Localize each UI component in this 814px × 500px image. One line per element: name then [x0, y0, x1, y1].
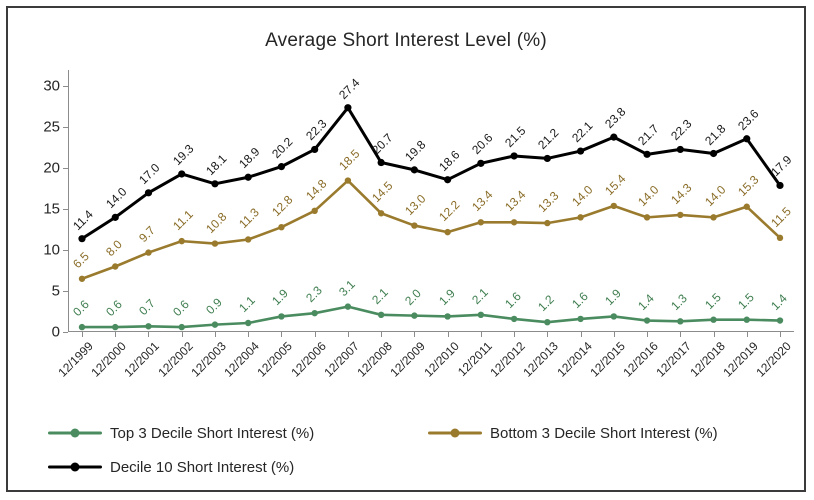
legend-row-2: [48, 450, 778, 484]
data-point: [511, 219, 517, 225]
data-point-label: 2.3: [302, 283, 325, 306]
data-point: [510, 152, 517, 159]
data-point-label: 12.2: [435, 197, 463, 225]
data-point: [378, 210, 384, 216]
data-point-label: 27.4: [335, 75, 363, 102]
data-point: [79, 324, 85, 330]
y-tick-label: 25: [43, 118, 60, 136]
data-point: [710, 150, 717, 157]
plot-area: [43, 70, 795, 380]
data-point: [212, 321, 218, 327]
data-point: [411, 222, 417, 228]
data-point: [112, 324, 118, 330]
data-point-label: 14.5: [369, 178, 396, 206]
data-point: [444, 176, 451, 183]
data-point-label: 14.0: [635, 182, 662, 210]
x-tick-mark: [614, 332, 615, 337]
data-point-label: 0.6: [169, 297, 192, 320]
data-point-label: 9.7: [136, 222, 159, 245]
x-tick-label: 12/2015: [587, 339, 628, 380]
chart-title: Average Short Interest Level (%): [265, 30, 547, 51]
data-point: [644, 214, 650, 220]
legend-item-decile10: [48, 450, 294, 484]
data-point: [178, 170, 185, 177]
x-tick-label: 12/2016: [620, 339, 661, 380]
data-point-label: 8.0: [103, 236, 126, 259]
data-point: [212, 240, 218, 246]
data-point: [643, 151, 650, 158]
data-point: [511, 316, 517, 322]
data-point: [345, 177, 351, 183]
data-point-label: 11.5: [768, 204, 794, 230]
data-point-label: 23.6: [734, 106, 762, 133]
data-point-label: 2.1: [369, 285, 391, 307]
data-point: [744, 317, 750, 323]
legend-key-top3: [48, 426, 102, 440]
y-tick-label: 30: [43, 77, 60, 95]
x-tick-mark: [381, 332, 382, 337]
data-point-label: 14.0: [103, 184, 130, 212]
data-point-label: 15.3: [734, 172, 762, 199]
data-point: [278, 163, 285, 170]
x-tick-label: 12/2006: [287, 339, 329, 380]
x-tick-label: 12/2008: [354, 339, 396, 380]
x-tick-label: 12/2012: [487, 339, 528, 380]
data-point: [744, 204, 750, 210]
x-tick-mark: [714, 332, 715, 337]
x-tick-label: 12/2005: [254, 339, 296, 380]
x-tick-label: 12/2014: [553, 339, 595, 380]
x-tick-mark: [315, 332, 316, 337]
data-point: [179, 238, 185, 244]
data-point: [145, 249, 151, 255]
data-point-label: 18.9: [236, 144, 263, 172]
data-point-label: 12.8: [269, 192, 296, 220]
data-point-label: 1.5: [701, 290, 724, 312]
x-tick-mark: [780, 332, 781, 337]
data-point-label: 14.3: [668, 180, 695, 207]
data-point: [776, 182, 783, 189]
x-tick-mark: [680, 332, 681, 337]
chart-legend: [48, 416, 778, 486]
x-tick-mark: [448, 332, 449, 337]
data-point-label: 0.6: [103, 297, 126, 320]
data-point: [544, 319, 550, 325]
x-tick-label: 12/2020: [753, 339, 794, 380]
data-point: [311, 310, 317, 316]
x-tick-mark: [248, 332, 249, 337]
legend-key-decile10: [48, 460, 102, 474]
data-point-label: 21.2: [535, 126, 562, 153]
data-point-label: 1.9: [601, 286, 624, 309]
y-tick-label: 5: [51, 282, 60, 300]
x-tick-label: 12/2003: [188, 339, 229, 380]
data-point-label: 19.3: [169, 141, 197, 168]
data-point: [611, 313, 617, 319]
data-point: [544, 220, 550, 226]
data-point: [378, 159, 385, 166]
data-point-label: 14.0: [568, 182, 596, 210]
legend-item-bottom3: [428, 416, 718, 450]
x-tick-label: 12/2002: [155, 339, 196, 380]
series-lines: [68, 70, 794, 332]
data-point-label: 17.0: [136, 160, 163, 187]
data-point-label: 13.0: [402, 191, 429, 218]
data-point-label: 6.5: [70, 249, 92, 271]
data-point: [777, 317, 783, 323]
data-point-label: 3.1: [335, 276, 358, 299]
data-point-label: 11.1: [169, 207, 196, 234]
data-point-label: 2.0: [402, 285, 425, 308]
x-tick-label: 12/2013: [520, 339, 562, 380]
data-point: [478, 312, 484, 318]
data-point-label: 1.6: [568, 289, 591, 311]
data-point: [677, 212, 683, 218]
data-point-label: 0.9: [203, 294, 225, 317]
data-point-label: 1.4: [635, 290, 657, 313]
data-point: [411, 312, 417, 318]
data-point-label: 13.4: [502, 187, 529, 215]
data-point: [777, 235, 783, 241]
x-tick-label: 12/2007: [321, 339, 362, 380]
data-point: [245, 236, 251, 242]
x-tick-mark: [148, 332, 149, 337]
legend-label-decile10: Decile 10 Short Interest (%): [110, 458, 295, 476]
data-point: [477, 160, 484, 167]
data-point-label: 1.6: [502, 289, 524, 311]
data-point: [577, 214, 583, 220]
y-tick-label: 15: [43, 200, 60, 218]
data-point-label: 18.6: [435, 147, 463, 174]
x-tick-mark: [747, 332, 748, 337]
data-point-label: 1.9: [435, 286, 458, 309]
data-point: [179, 324, 185, 330]
data-point: [211, 180, 218, 187]
data-point: [644, 317, 650, 323]
x-tick-mark: [647, 332, 648, 337]
legend-item-top3: [48, 416, 428, 450]
x-tick-mark: [281, 332, 282, 337]
data-point-label: 17.9: [768, 153, 795, 180]
x-tick-mark: [82, 332, 83, 337]
data-point: [278, 313, 284, 319]
x-tick-label: 12/1999: [55, 339, 96, 380]
data-point: [79, 276, 85, 282]
legend-key-bottom3: [428, 426, 482, 440]
data-point-label: 1.2: [535, 292, 558, 315]
data-point: [345, 303, 351, 309]
data-point: [245, 174, 252, 181]
data-point-label: 1.1: [236, 293, 258, 315]
x-tick-mark: [348, 332, 349, 337]
y-tick-label: 20: [43, 159, 60, 177]
y-tick-label: 0: [51, 323, 60, 341]
data-point-label: 19.8: [402, 137, 429, 164]
data-point-label: 0.7: [136, 296, 159, 319]
data-point: [677, 318, 683, 324]
data-point: [112, 263, 118, 269]
x-tick-label: 12/2001: [121, 339, 163, 380]
data-point-label: 22.3: [668, 116, 695, 144]
data-point-label: 20.2: [269, 134, 296, 161]
data-point-label: 22.1: [568, 118, 596, 146]
data-point-label: 14.0: [701, 182, 729, 210]
data-point-label: 13.3: [535, 188, 562, 216]
data-point: [311, 146, 318, 153]
data-point-label: 1.5: [734, 290, 757, 312]
data-point: [577, 147, 584, 154]
x-tick-mark: [115, 332, 116, 337]
data-point-label: 1.9: [269, 286, 292, 309]
data-point-label: 21.7: [635, 121, 662, 149]
x-tick-mark: [414, 332, 415, 337]
data-point-label: 2.1: [468, 285, 491, 307]
data-point: [544, 155, 551, 162]
legend-label-top3: Top 3 Decile Short Interest (%): [110, 424, 315, 442]
data-point-label: 11.4: [70, 206, 96, 233]
x-tick-mark: [182, 332, 183, 337]
data-point-label: 0.6: [70, 297, 92, 320]
x-tick-mark: [581, 332, 582, 337]
data-point: [145, 323, 151, 329]
data-point: [611, 203, 617, 209]
data-point: [444, 313, 450, 319]
data-point: [743, 135, 750, 142]
x-tick-mark: [215, 332, 216, 337]
x-tick-label: 12/2004: [221, 339, 263, 380]
data-point-label: 15.4: [601, 171, 629, 198]
data-point-label: 1.4: [768, 290, 790, 313]
data-point: [710, 214, 716, 220]
x-tick-mark: [481, 332, 482, 337]
y-tick-mark: [63, 332, 68, 333]
data-point: [577, 316, 583, 322]
data-point-label: 21.5: [502, 123, 529, 150]
data-point-label: 23.8: [601, 104, 629, 132]
data-point-label: 11.3: [236, 205, 263, 232]
data-point-label: 18.5: [335, 146, 363, 173]
y-tick-label: 10: [43, 241, 60, 259]
data-point: [610, 134, 617, 141]
x-tick-mark: [547, 332, 548, 337]
data-point-label: 13.4: [468, 187, 496, 215]
data-point: [145, 189, 152, 196]
data-point-label: 14.8: [302, 176, 330, 203]
x-tick-label: 12/2017: [653, 339, 695, 380]
data-point-label: 20.7: [369, 130, 396, 157]
x-tick-label: 12/2019: [720, 339, 761, 380]
data-point: [112, 214, 119, 221]
data-point-label: 18.1: [203, 151, 230, 178]
chart-frame: [6, 6, 806, 492]
data-point: [245, 320, 251, 326]
legend-label-bottom3: Bottom 3 Decile Short Interest (%): [490, 424, 718, 442]
data-point: [478, 219, 484, 225]
data-point: [677, 146, 684, 153]
data-point: [411, 166, 418, 173]
x-tick-mark: [514, 332, 515, 337]
data-point-label: 1.3: [668, 291, 691, 314]
data-point: [710, 317, 716, 323]
x-tick-label: 12/2011: [454, 339, 495, 379]
x-tick-label: 12/2000: [88, 339, 130, 380]
x-tick-label: 12/2018: [686, 339, 728, 380]
legend-row-1: [48, 416, 778, 450]
x-tick-label: 12/2009: [387, 339, 429, 380]
data-point: [378, 312, 384, 318]
data-point: [311, 208, 317, 214]
data-point-label: 22.3: [302, 116, 330, 144]
data-point: [78, 235, 85, 242]
data-point-label: 10.8: [203, 209, 230, 236]
data-point: [278, 224, 284, 230]
data-point: [444, 229, 450, 235]
data-point: [344, 104, 351, 111]
x-tick-label: 12/2010: [420, 339, 462, 380]
data-point-label: 20.6: [468, 130, 496, 158]
data-point-label: 21.8: [701, 121, 729, 148]
